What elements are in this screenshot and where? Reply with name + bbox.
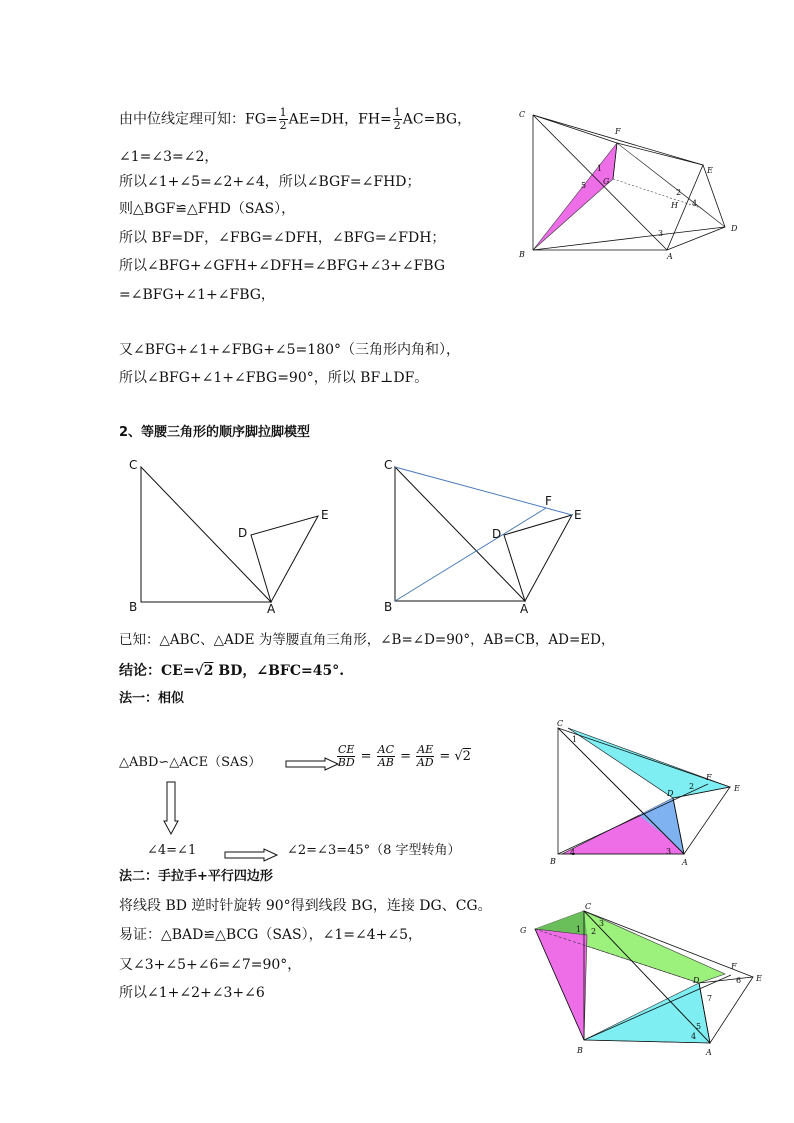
label-F: F — [545, 494, 552, 508]
angle-label-7: 7 — [707, 994, 713, 1003]
label-A: A — [667, 252, 673, 261]
label-A: A — [706, 1048, 712, 1057]
method1-title: 法一：相似 — [119, 691, 185, 706]
label-D: D — [667, 789, 674, 798]
label-B: B — [550, 857, 556, 866]
angle-label-4: 4 — [691, 1032, 697, 1041]
arrow-right-1 — [285, 757, 340, 771]
equals: = — [439, 749, 451, 764]
method2-line-1: 将线段 BD 逆时针旋转 90°得到线段 BG，连接 DG、CG。 — [119, 898, 492, 914]
cyan-triangle — [568, 728, 730, 798]
label-E: E — [321, 508, 329, 522]
equals: = — [400, 749, 412, 764]
label-A: A — [520, 602, 529, 616]
angle-label-1: 1 — [576, 925, 582, 934]
label-A: A — [267, 602, 276, 616]
label-B: B — [577, 1046, 583, 1055]
figure-method1-similar — [548, 718, 748, 868]
proof-text: 由中位线定理可知：FG= — [119, 111, 278, 128]
method2-title: 法二：手拉手+平行四边形 — [119, 869, 273, 884]
angle-eq-2: ∠2=∠3=45°（8 字型转角） — [287, 843, 461, 858]
fraction-half: $\frac{1}{2}$ — [393, 106, 401, 132]
label-C: C — [585, 902, 592, 911]
label-F: F — [706, 773, 712, 782]
figure-midline-proof — [515, 105, 745, 265]
angle-label-1: 1 — [572, 735, 578, 744]
magenta-triangle — [533, 143, 617, 250]
arrow-down — [163, 781, 179, 836]
sqrt-symbol: √2 — [194, 663, 214, 679]
proof-text: AE=DH，FH= — [288, 111, 392, 128]
conclusion — [119, 662, 344, 680]
angle-label-3: 3 — [599, 919, 605, 928]
label-D: D — [492, 527, 502, 541]
label-E: E — [707, 166, 713, 175]
proof-line-5: 所以 BF=DF，∠FBG=∠DFH，∠BFG=∠FDH； — [119, 230, 446, 246]
label-E: E — [574, 508, 582, 522]
angle-label-4: 4 — [570, 848, 576, 857]
equals: = — [360, 749, 372, 764]
ratio-ce-bd: $\frac{CE}{BD}$ — [337, 743, 355, 769]
proof-line-2: ∠1=∠3=∠2， — [119, 149, 219, 165]
proof-line-3: 所以∠1+∠5=∠2+∠4，所以∠BGF=∠FHD； — [119, 174, 421, 190]
label-F: F — [615, 127, 621, 136]
label-H: H — [671, 201, 678, 210]
label-B: B — [384, 600, 393, 614]
proof-line-8: 又∠BFG+∠1+∠FBG+∠5=180°（三角形内角和）， — [119, 342, 461, 358]
angle-label-4: 4 — [692, 199, 698, 208]
proof-line-7: =∠BFG+∠1+∠FBG， — [119, 287, 275, 303]
label-G: G — [603, 177, 610, 186]
label-C: C — [129, 458, 138, 472]
label-C: C — [519, 110, 526, 119]
proof-line-9: 所以∠BFG+∠1+∠FBG=90°，所以 BF⊥DF。 — [119, 370, 429, 386]
similar-statement: △ABD∽△ACE（SAS） — [119, 755, 262, 770]
angle-label-1: 1 — [597, 164, 603, 173]
angle-eq-1: ∠4=∠1 — [147, 843, 197, 858]
ratio-equation — [336, 744, 471, 769]
figure-basic-model — [125, 455, 335, 615]
given-text: 已知：△ABC、△ADE 为等腰直角三角形，∠B=∠D=90°，AB=CB，AD=ED， — [119, 632, 615, 648]
label-C: C — [557, 719, 564, 728]
arrow-right-2 — [224, 848, 279, 862]
label-B: B — [129, 600, 138, 614]
angle-label-5: 5 — [696, 1022, 702, 1031]
angle-label-2: 2 — [676, 188, 682, 197]
method2-line-3: 又∠3+∠5+∠6=∠7=90°， — [119, 957, 302, 973]
angle-label-2: 2 — [689, 782, 695, 791]
figure-model-with-f — [380, 455, 600, 615]
magenta-triangle — [535, 929, 587, 1040]
proof-text: AC=BG， — [402, 111, 472, 128]
proof-line-6: 所以∠BFG+∠GFH+∠DFH=∠BFG+∠3+∠FBG — [119, 258, 446, 274]
method2-line-4: 所以∠1+∠2+∠3+∠6 — [119, 985, 265, 1001]
label-F: F — [731, 962, 737, 971]
sqrt-two: √2 — [454, 749, 471, 764]
label-A: A — [682, 858, 688, 867]
conclusion-text: 结论：CE= — [119, 663, 195, 679]
method2-line-2: 易证：△BAD≌△BCG（SAS），∠1=∠4+∠5， — [119, 927, 422, 943]
angle-label-3: 3 — [658, 229, 664, 238]
figure-method2-parallelogram — [515, 902, 770, 1060]
proof-line-1 — [119, 107, 471, 132]
label-D: D — [238, 526, 248, 540]
label-D: D — [693, 976, 700, 985]
label-E: E — [734, 784, 740, 793]
angle-label-2: 2 — [591, 927, 597, 936]
fraction-half: $\frac{1}{2}$ — [279, 106, 287, 132]
angle-label-5: 5 — [581, 181, 587, 190]
label-B: B — [519, 250, 525, 259]
ratio-ac-ab: $\frac{AC}{AB}$ — [377, 743, 395, 769]
section-heading: 2、等腰三角形的顺序脚拉脚模型 — [119, 425, 311, 440]
label-G: G — [520, 926, 527, 935]
label-E: E — [756, 974, 762, 983]
ratio-ae-ad: $\frac{AE}{AD}$ — [416, 743, 434, 769]
angle-label-3: 3 — [666, 847, 672, 856]
label-C: C — [384, 458, 393, 472]
label-D: D — [731, 224, 738, 233]
proof-line-4: 则△BGF≌△FHD（SAS）， — [119, 201, 296, 217]
angle-label-6: 6 — [736, 976, 742, 985]
conclusion-text: BD，∠BFC=45°. — [213, 663, 345, 679]
